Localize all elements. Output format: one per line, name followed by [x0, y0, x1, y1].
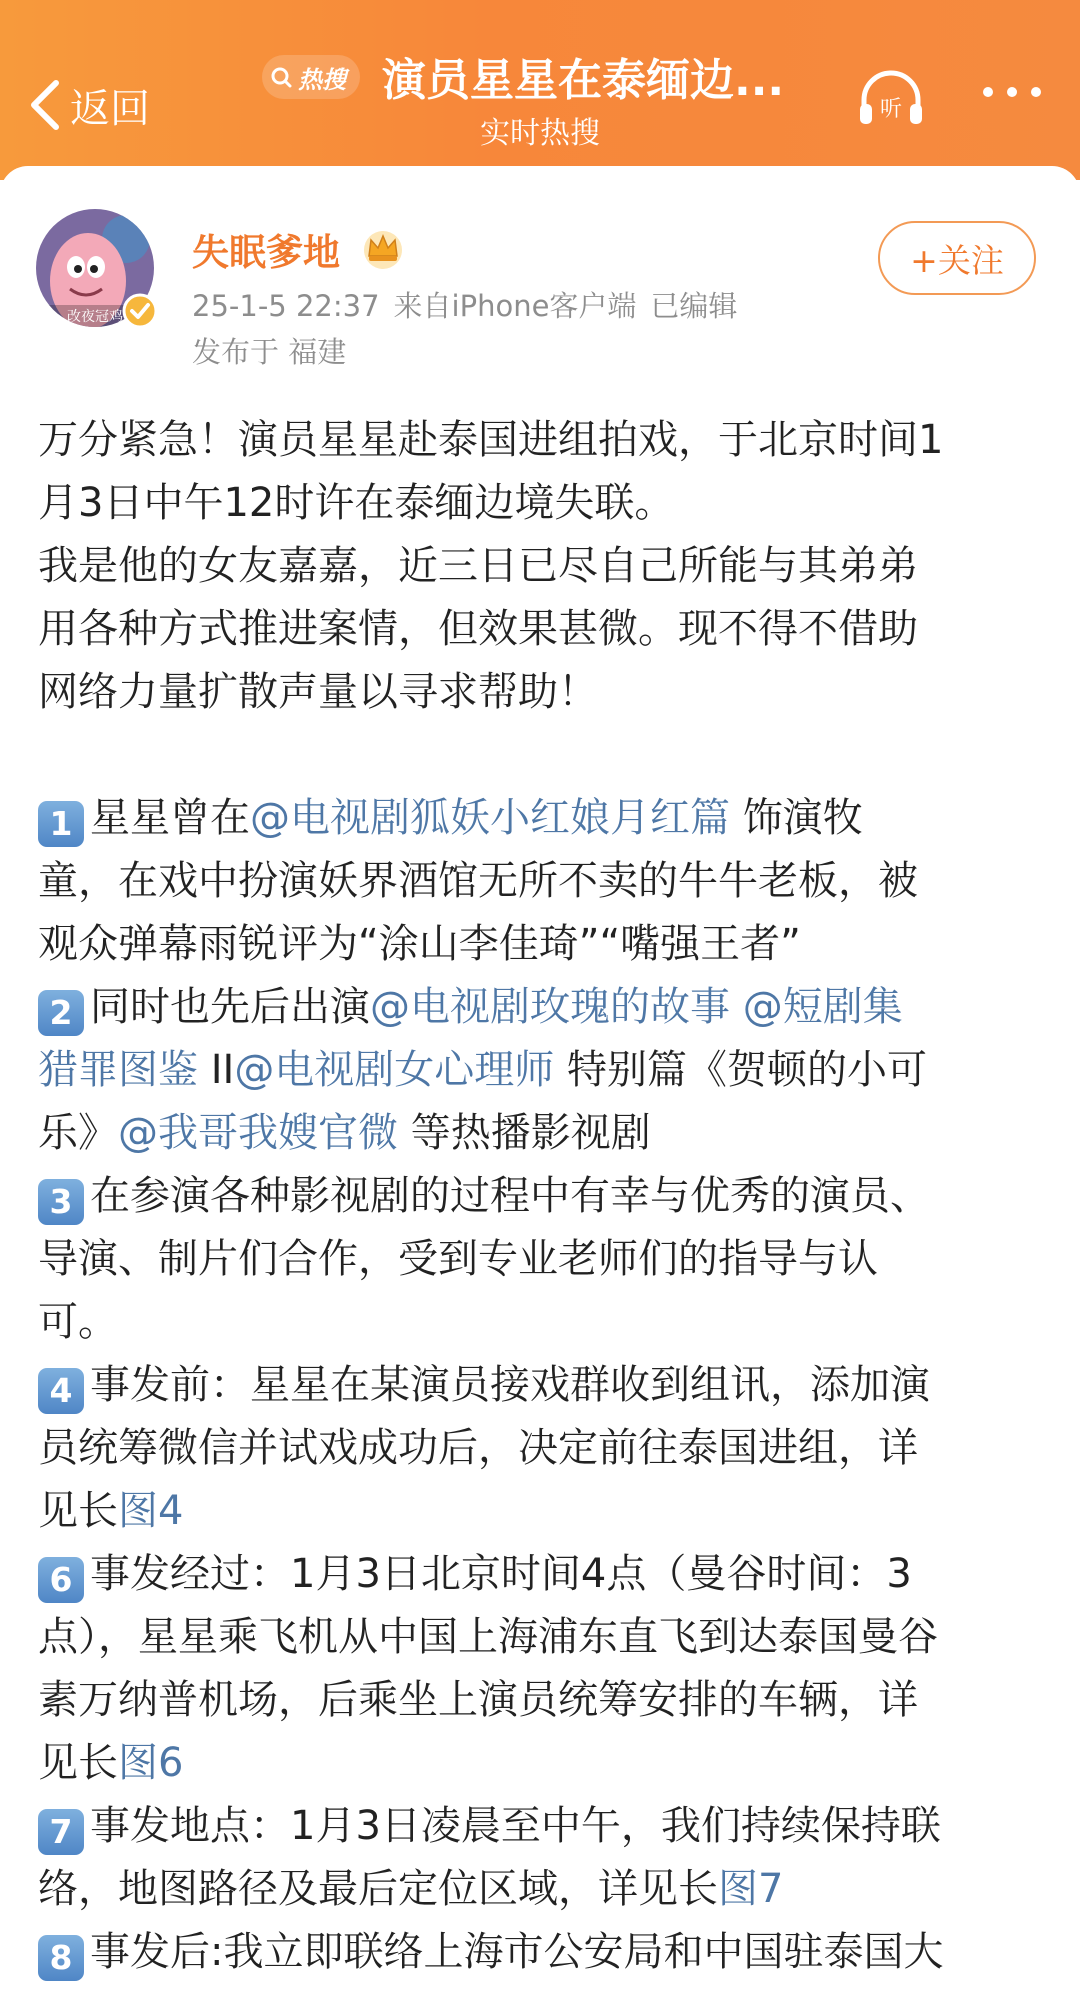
text: 饰演牧 — [742, 795, 863, 841]
text: 见长 — [38, 1488, 118, 1534]
image-link[interactable]: 图6 — [118, 1740, 184, 1786]
point-7 — [38, 1795, 1048, 1858]
mention-link[interactable]: @电视剧狐妖小红娘月红篇 — [250, 795, 730, 841]
text: 特别篇《贺顿的小可 — [567, 1047, 928, 1093]
point-1 — [38, 787, 1048, 850]
mention-link-cont[interactable]: 猎罪图鉴 — [38, 1047, 198, 1093]
post-line: 我是他的女友嘉嘉，近三日已尽自己所能与其弟弟 — [38, 543, 918, 589]
post-line: 月3日中午12时许在泰缅边境失联。 — [38, 480, 675, 526]
post-line: 员统筹微信并试戏成功后，决定前往泰国进组，详 — [38, 1425, 918, 1471]
number-badge: 7 — [38, 1809, 84, 1855]
hot-badge-label: 热搜 — [298, 65, 346, 94]
text: 见长 — [38, 1740, 118, 1786]
number-badge: 2 — [38, 990, 84, 1036]
post-location: 发布于 福建 — [192, 335, 347, 369]
image-link[interactable]: 图7 — [718, 1866, 784, 1912]
number-badge: 4 — [38, 1368, 84, 1414]
mention-link[interactable]: @电视剧女心理师 — [234, 1047, 555, 1093]
listen-label: 听 — [879, 97, 903, 122]
number-badge: 8 — [38, 1935, 84, 1981]
author-name[interactable]: 失眠爹地 — [192, 231, 340, 274]
post-meta — [192, 284, 737, 325]
back-label: 返回 — [70, 85, 150, 132]
post-source: 来自iPhone客户端 — [393, 289, 637, 323]
top-bar — [0, 0, 1080, 180]
post-line: 导演、制片们合作，受到专业老师们的指导与认 — [38, 1236, 878, 1282]
post-line: 童，在戏中扮演妖界酒馆无所不卖的牛牛老板，被 — [38, 858, 918, 904]
post-line: 万分紧急！演员星星赴泰国进组拍戏，于北京时间1 — [38, 417, 944, 463]
crown-icon — [360, 226, 406, 270]
avatar-caption: 改夜冠鸡 — [67, 309, 123, 325]
number-badge: 1 — [38, 801, 84, 847]
number-badge: 3 — [38, 1179, 84, 1225]
point-8 — [38, 1921, 1048, 1984]
text: 乐》 — [38, 1110, 118, 1156]
more-icon[interactable] — [980, 80, 1044, 104]
blank-line — [38, 724, 1048, 787]
point-2 — [38, 976, 1048, 1039]
point-6 — [38, 1543, 1048, 1606]
text: II — [210, 1047, 235, 1093]
post-line: 可。 — [38, 1299, 118, 1345]
edited-label: 已编辑 — [650, 289, 738, 323]
post-line: 网络力量扩散声量以寻求帮助！ — [38, 669, 598, 715]
text: 事发地点：1月3日凌晨至中午，我们持续保持联 — [90, 1803, 941, 1849]
page-title: 演员星星在泰缅边... — [382, 55, 785, 106]
image-link[interactable]: 图4 — [118, 1488, 184, 1534]
text: 等热播影视剧 — [410, 1110, 651, 1156]
follow-button[interactable]: +关注 — [878, 221, 1036, 295]
text: 事发经过：1月3日北京时间4点（曼谷时间：3 — [90, 1551, 912, 1597]
search-icon — [270, 66, 292, 88]
mention-link[interactable]: @我哥我嫂官微 — [118, 1110, 398, 1156]
post-line: 用各种方式推进案情，但效果甚微。现不得不借助 — [38, 606, 918, 652]
text: 络，地图路径及最后定位区域，详见长 — [38, 1866, 718, 1912]
post-line — [38, 1480, 1048, 1543]
number-badge: 6 — [38, 1557, 84, 1603]
headphones-icon[interactable] — [856, 66, 926, 130]
mention-link[interactable]: @电视剧玫瑰的故事 — [370, 984, 730, 1030]
text: 事发后:我立即联络上海市公安局和中国驻泰国大 — [90, 1929, 944, 1975]
page-subtitle: 实时热搜 — [480, 116, 600, 151]
text: 在参演各种影视剧的过程中有幸与优秀的演员、 — [90, 1173, 930, 1219]
text: 同时也先后出演 — [90, 984, 370, 1030]
post-date: 25-1-5 22:37 — [192, 289, 380, 323]
post-line — [38, 1858, 1048, 1921]
post-line: 点），星星乘飞机从中国上海浦东直飞到达泰国曼谷 — [38, 1614, 938, 1660]
text: 星星曾在 — [90, 795, 250, 841]
post-body — [38, 409, 1048, 1984]
point-3 — [38, 1165, 1048, 1228]
post-line: 素万纳普机场，后乘坐上演员统筹安排的车辆，详 — [38, 1677, 918, 1723]
mention-link[interactable]: @短剧集 — [742, 984, 903, 1030]
post-line — [38, 1039, 1048, 1102]
post-card — [0, 166, 1080, 2010]
post-line: 观众弹幕雨锐评为“涂山李佳琦”“嘴强王者” — [38, 921, 801, 967]
post-line — [38, 1102, 1048, 1165]
point-4 — [38, 1354, 1048, 1417]
verified-icon — [122, 293, 158, 329]
text: 事发前：星星在某演员接戏群收到组讯，添加演 — [90, 1362, 930, 1408]
hot-search-badge — [262, 55, 360, 99]
post-line — [38, 1732, 1048, 1795]
